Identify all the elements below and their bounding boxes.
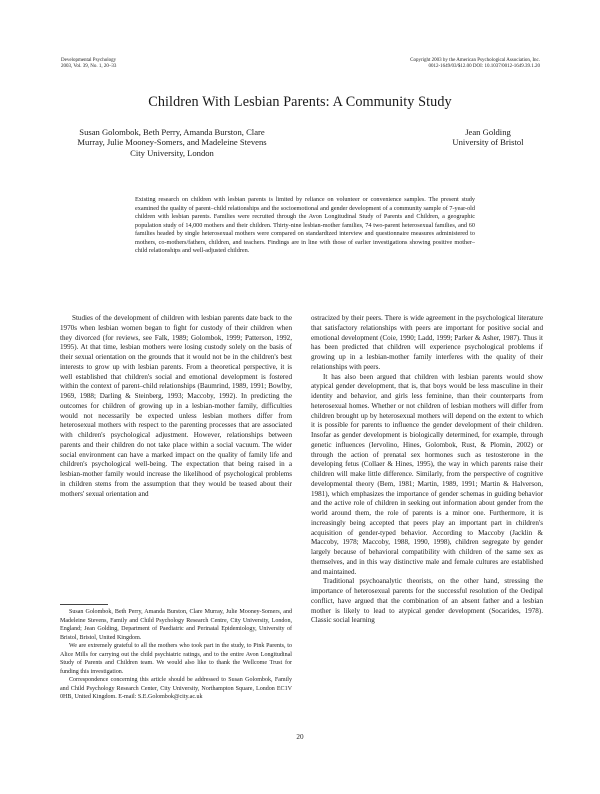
footnote-correspondence: Correspondence concerning this article should be addressed to Susan Golombok, Family and Child Psychology Research Center, City University, Northampton Square, London EC1V 0HB, United Kingdom. E-mail: S.E.Golombok@city.ac.uk xyxy=(60,677,292,701)
body-paragraph: Studies of the development of children with lesbian parents date back to the 1970s when lesbian women began to fight for custody of their children when they divorced (for reviews, see Falk, 1989; Golombok, 1999; Patterson, 1992, 1995). At that time, lesbian mothers were losing custody solely on the basis of their sexual orientation on the grounds that it would not be in the children's best interests to grow up with lesbian parents. From a theoretical perspective, it is well established that children's social and emotional development is fostered within the context of parent–child relationships (Baumrind, 1989, 1991; Bowlby, 1969, 1988; Darling & Steinberg, 1993; Maccoby, 1992). In predicting the outcomes for children of growing up in a lesbian-mother family, difficulties would not necessarily be expected unless lesbian mothers differ from heterosexual mothers with respect to the parenting processes that are associated with children's psychological adjustment. However, relationships between parents and their children do not take place within a social vacuum. The wider social environment can have a marked impact on the quality of family life and children's psychological well-being. The expectation that being raised in a lesbian-mother family would increase the likelihood of psychological problems in children stems from the assumption that they would be teased about their mothers' sexual orientation and xyxy=(60,314,292,498)
journal-volume: 2003, Vol. 39, No. 1, 20–33 xyxy=(61,64,117,70)
footnote-affiliations: Susan Golombok, Beth Perry, Amanda Burston, Clare Murray, Julie Mooney-Somers, and Madeleine Stevens, Family and Child Psychology Research Centre, City University, London, England; Jean Golding, Department of Paediatric and Perinatal Epidemiology, University of Bristol, Bristol, United Kingdom. xyxy=(60,609,292,641)
affiliation-right: University of Bristol xyxy=(452,137,524,148)
authors-group-left xyxy=(0,127,344,158)
affiliation-left: City University, London xyxy=(130,147,214,158)
doi-line: 0012-1649/03/$12.00 DOI: 10.1037/0012-1649.39.1.20 xyxy=(428,64,540,70)
journal-name: Developmental Psychology xyxy=(61,58,117,63)
footnote-divider xyxy=(60,604,108,605)
page-number: 20 xyxy=(296,733,304,741)
body-column-right xyxy=(311,314,543,626)
body-column-left xyxy=(60,314,292,499)
body-paragraph: ostracized by their peers. There is wide agreement in the psychological literature that satisfactory relationships with peers are important for positive social and emotional development (Coie, 1990; Ladd, 1999; Parker & Asher, 1987). Thus it has been predicted that children will experience psychological problems if growing up in a lesbian-mother family interferes with the quality of their relationships with peers. xyxy=(311,314,543,371)
article-title: Children With Lesbian Parents: A Community Study xyxy=(148,94,452,110)
body-paragraph: Traditional psychoanalytic theorists, on the other hand, stressing the importance of heterosexual parents for the successful resolution of the Oedipal conflict, have argued that the combination of an absent father and a lesbian mother is likely to lead to atypical gender development (Socarides, 1978). Classic social learning xyxy=(311,577,543,625)
running-header-left xyxy=(61,58,116,71)
author-names-left: Susan Golombok, Beth Perry, Amanda Burston, Clare Murray, Julie Mooney-Somers, and Madeleine Stevens xyxy=(77,127,267,148)
authors-group-right xyxy=(442,127,534,148)
body-paragraph: It has also been argued that children with lesbian parents would show atypical gender development, that is, that boys would be less masculine in their identity and behavior, and girls less feminine, than their counterparts from heterosexual homes. Whether or not children of lesbian mothers will differ from children brought up by heterosexual mothers will depend on the extent to which it is possible for parents to influence the gender development of their children. Insofar as gender development is biologically determined, for example, through genetic influences (Iervolino, Hines, Golombok, Rust, & Plomin, 2002) or through the action of prenatal sex hormones such as testosterone in the developing fetus (Collaer & Hines, 1995), the way in which parents raise their children will make little difference. Similarly, from the perspective of cognitive developmental theory (Bem, 1981; Martin, 1989, 1991; Martin & Halverson, 1981), which emphasizes the importance of gender schemas in guiding behavior and the active role of children in seeking out information about gender from the world around them, the role of parents is a minor one. Furthermore, it is increasingly being accepted that peers play an important part in children's acquisition of gender-typed behavior. According to Maccoby (Jacklin & Maccoby, 1978; Maccoby, 1988, 1990, 1998), children segregate by gender largely because of behavioral compatibility with children of the same sex as themselves, and in this way distinctive male and female cultures are established and maintained. xyxy=(311,372,543,576)
copyright-line: Copyright 2003 by the American Psychological Association, Inc. xyxy=(410,58,540,63)
footnote-acknowledgments: We are extremely grateful to all the mothers who took part in the study, to Pink Parents, to Alice Mills for carrying out the child psychiatric ratings, and to the entire Avon Longitudinal Study of Parents and Children team. We would also like to thank the Wellcome Trust for funding this investigation. xyxy=(60,643,292,675)
author-note xyxy=(60,608,292,702)
abstract: Existing research on children with lesbian parents is limited by reliance on volunteer or convenience samples. The present study examined the quality of parent–child relationships and the socioemotional and gender development of a community sample of 7-year-old children with lesbian parents. Families were recruited through the Avon Longitudinal Study of Parents and Children, a geographic population study of 14,000 mothers and their children. Thirty-nine lesbian-mother families, 74 two-parent heterosexual families, and 60 families headed by single heterosexual mothers were compared on standardized interview and questionnaire measures administered to mothers, co-mothers/fathers, children, and teachers. Findings are in line with those of earlier investigations showing positive mother–child relationships and well-adjusted children. xyxy=(135,196,475,255)
running-header-right xyxy=(410,58,540,71)
author-names-right: Jean Golding xyxy=(465,127,511,137)
